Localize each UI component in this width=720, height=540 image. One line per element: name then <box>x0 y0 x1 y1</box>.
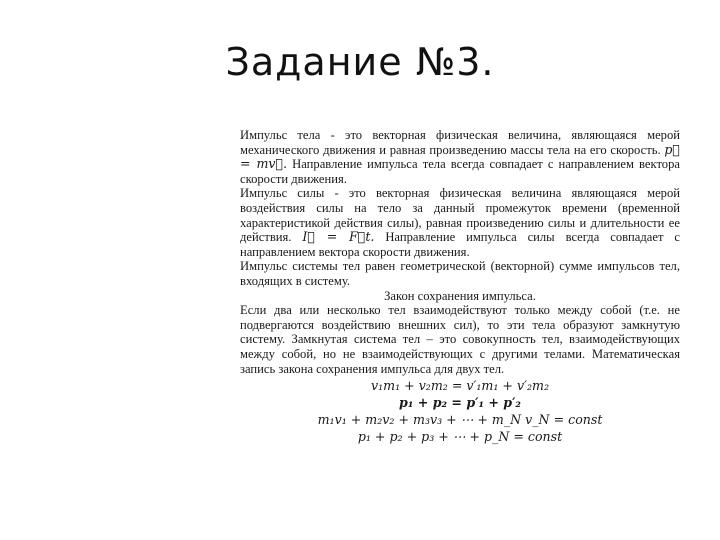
formula-two-bodies-velocity: v₁m₁ + v₂m₂ = v′₁m₁ + v′₂m₂ <box>370 378 549 394</box>
slide-title: Задание №3. <box>225 40 495 84</box>
momentum-definition-text: Импульс тела - это векторная физическая величина, являющаяся мерой механического движения и равная произведению массы тела на его скорость. <box>240 128 680 157</box>
impulse-definition <box>240 186 680 259</box>
momentum-formula: p⃗ = mv⃗. <box>240 141 680 172</box>
formula-two-bodies-momentum: p₁ + p₂ = p′₁ + p′₂ <box>399 395 521 411</box>
impulse-formula: I⃗ = F⃗t. <box>302 229 375 245</box>
section-heading: Закон сохранения импульса. <box>384 288 536 303</box>
momentum-definition-tail: Направление импульса тела всегда совпадает с направлением вектора скорости движения. <box>240 157 680 186</box>
momentum-definition <box>240 128 680 186</box>
formula-block <box>240 377 680 445</box>
system-momentum-text: Импульс системы тел равен геометрической (векторной) сумме импульсов тел, входящих в систему. <box>240 259 680 288</box>
section-body: Если два или несколько тел взаимодействуют только между собой (т.е. не подвергаются воздействию внешних сил), то эти тела образуют замкнутую систему. Замкнутая система тел – это совокупность тел, взаимодействующих между собой, но не взаимодействующих с другими телами. Математическая запись закона сохранения импульса для двух тел. <box>240 303 680 376</box>
impulse-definition-tail: Направление импульса силы всегда совпадает с направлением вектора скорости движения. <box>240 230 680 259</box>
formula-n-bodies-momentum: p₁ + p₂ + p₃ + ⋯ + p_N = const <box>357 429 563 445</box>
slide-content <box>240 128 680 445</box>
formula-n-bodies-velocity: m₁v₁ + m₂v₂ + m₃v₃ + ⋯ + m_N v_N = const <box>317 412 603 428</box>
impulse-definition-text: Импульс силы - это векторная физическая величина являющаяся мерой воздействия силы на тело за данный промежуток времени (временной характеристикой действия силы), равная произведению силы и длительности ее действия. <box>240 186 680 245</box>
system-momentum-definition <box>240 259 680 288</box>
